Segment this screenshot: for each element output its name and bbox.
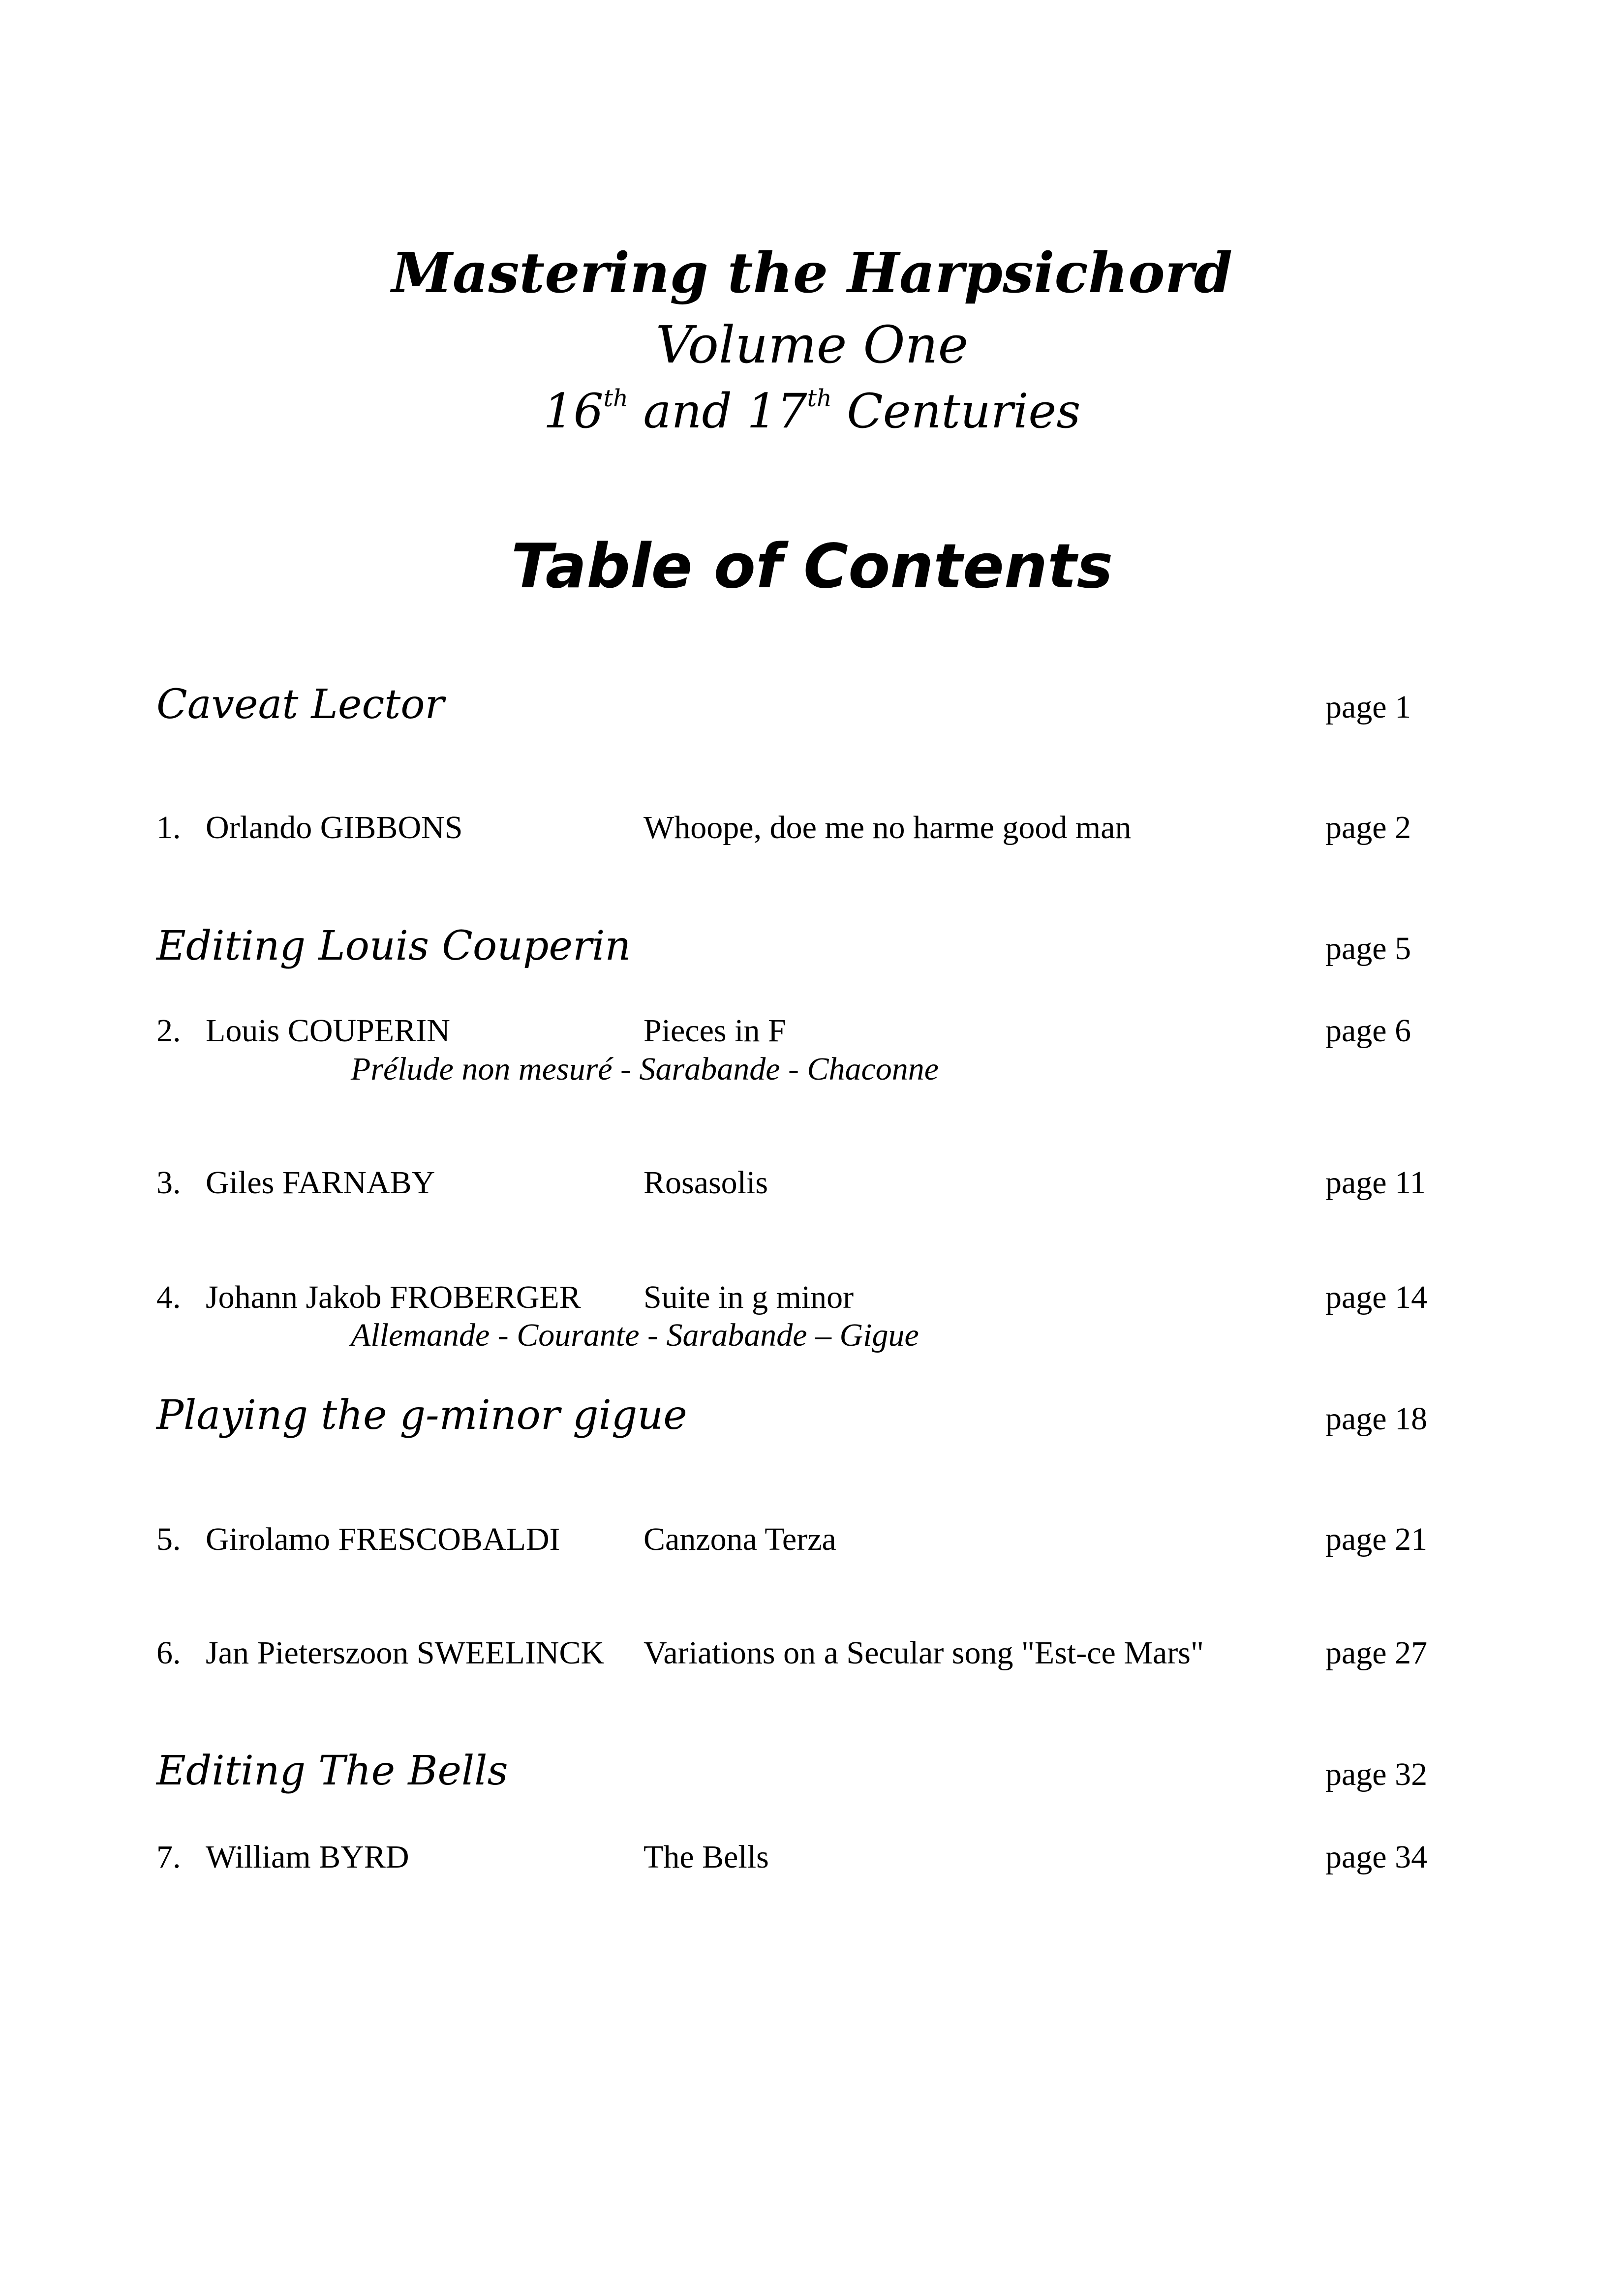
entry-composer: Orlando GIBBONS	[206, 810, 463, 846]
century-number-2: 17	[747, 384, 807, 439]
entry-number: 2.	[156, 1013, 181, 1049]
entry-composer: Giles FARNABY	[206, 1165, 435, 1201]
century-number-1: 16	[543, 384, 604, 439]
entry-number: 4.	[156, 1279, 181, 1315]
page-ref: page 27	[1325, 1635, 1428, 1671]
toc-heading: Table of Contents	[511, 531, 1113, 602]
entry-number: 7.	[156, 1839, 181, 1875]
entry-work: Rosasolis	[643, 1165, 768, 1201]
century-conjunction: and	[628, 384, 747, 439]
entry-number: 5.	[156, 1521, 181, 1557]
entry-movements: Allemande - Courante - Sarabande – Gigue	[351, 1317, 919, 1353]
entry-movements: Prélude non mesuré - Sarabande - Chaconne	[351, 1051, 939, 1087]
entry-number: 3.	[156, 1165, 181, 1201]
page-ref: page 21	[1325, 1521, 1428, 1557]
centuries-subtitle	[0, 384, 1624, 439]
century-suffix-1: th	[603, 384, 628, 412]
section-title: Playing the g-minor gigue	[156, 1392, 687, 1439]
page-ref: page 34	[1325, 1839, 1428, 1875]
page-ref: page 1	[1325, 689, 1411, 725]
section-title: Caveat Lector	[156, 681, 444, 728]
volume-subtitle: Volume One	[655, 315, 969, 375]
entry-composer: Girolamo FRESCOBALDI	[206, 1521, 560, 1557]
page-ref: page 32	[1325, 1756, 1428, 1792]
section-title: Editing The Bells	[156, 1748, 508, 1794]
entry-work: Pieces in F	[643, 1013, 786, 1049]
page-ref: page 18	[1325, 1401, 1428, 1437]
main-title: Mastering the Harpsichord	[391, 241, 1233, 305]
page-ref: page 14	[1325, 1279, 1428, 1315]
entry-composer: William BYRD	[206, 1839, 409, 1875]
entry-work: Whoope, doe me no harme good man	[643, 810, 1132, 846]
entry-composer: Johann Jakob FROBERGER	[206, 1279, 581, 1315]
century-suffix-2: th	[807, 384, 832, 412]
entry-composer: Jan Pieterszoon SWEELINCK	[206, 1635, 605, 1671]
section-title: Editing Louis Couperin	[156, 923, 631, 969]
page-ref: page 5	[1325, 931, 1411, 967]
page-ref: page 2	[1325, 810, 1411, 846]
entry-work: Variations on a Secular song "Est-ce Mars"	[643, 1635, 1204, 1671]
page-ref: page 11	[1325, 1165, 1426, 1201]
entry-work: The Bells	[643, 1839, 769, 1875]
entry-number: 6.	[156, 1635, 181, 1671]
page-ref: page 6	[1325, 1013, 1411, 1049]
entry-composer: Louis COUPERIN	[206, 1013, 450, 1049]
century-tail: Centuries	[831, 384, 1081, 439]
entry-number: 1.	[156, 810, 181, 846]
entry-work: Canzona Terza	[643, 1521, 836, 1557]
entry-work: Suite in g minor	[643, 1279, 854, 1315]
